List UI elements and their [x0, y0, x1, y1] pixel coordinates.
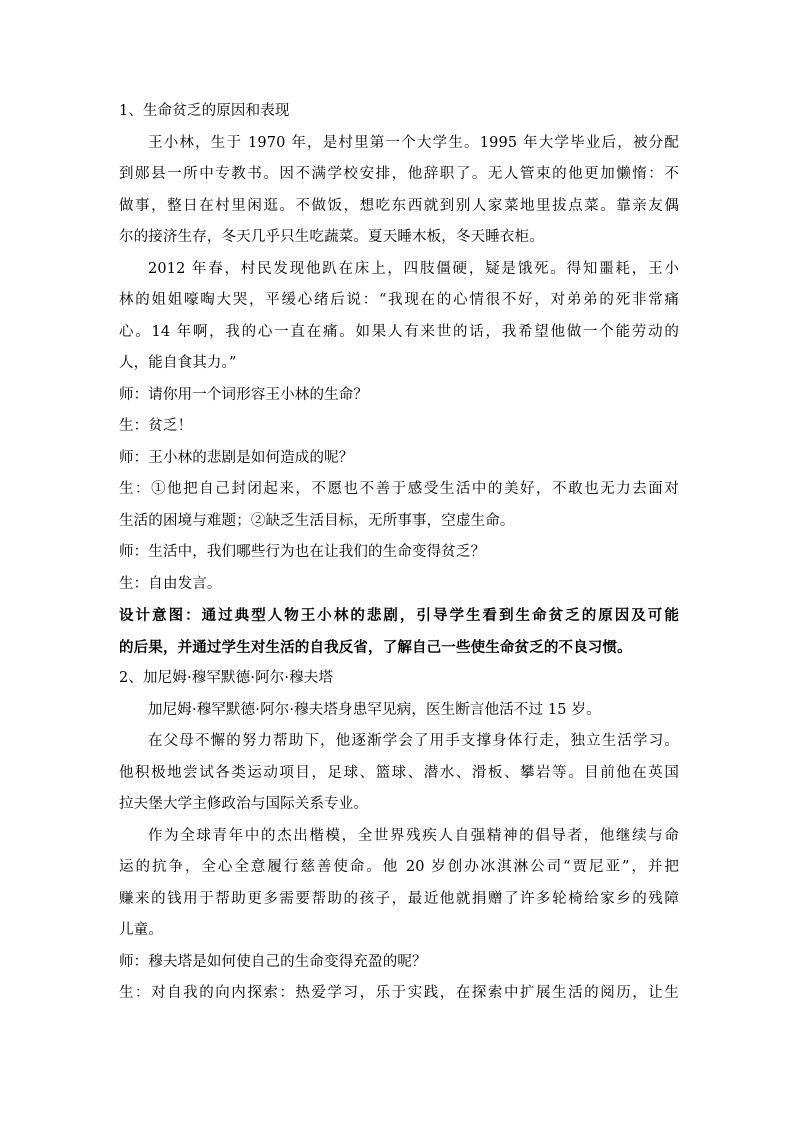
document-body	[119, 96, 679, 1010]
paragraph-line: 赚来的钱用于帮助更多需要帮助的孩子，最近他就捐赠了许多轮椅给家乡的残障	[119, 890, 679, 907]
dialogue-student-continued: 生活的困境与难题；②缺乏生活目标，无所事事，空虚生命。	[119, 512, 515, 529]
paragraph-line: 尔的接济生存，冬天几乎只生吃蔬菜。夏天睡木板，冬天睡衣柜。	[119, 229, 544, 245]
paragraph-line: 王小林，生于 1970 年，是村里第一个大学生。1995 年大学毕业后，被分配	[148, 134, 679, 151]
dialogue-student: 生：贫乏！	[119, 418, 193, 434]
dialogue-teacher: 师：穆夫塔是如何使自己的生命变得充盈的呢？	[119, 953, 427, 970]
paragraph-line: 儿童。	[119, 922, 163, 938]
paragraph-line: 拉夫堡大学主修政治与国际关系专业。	[119, 796, 369, 812]
paragraph-line: 加尼姆·穆罕默德·阿尔·穆夫塔身患罕见病，医生断言他活不过 15 岁。	[148, 701, 601, 718]
paragraph-line: 运的抗争，全心全意履行慈善使命。他 20 岁创办冰淇淋公司“贾尼亚”，并把	[119, 859, 679, 875]
paragraph-line: 作为全球青年中的杰出楷模，全世界残疾人自强精神的倡导者，他继续与命	[148, 827, 679, 844]
section-heading-2: 2、加尼姆·穆罕默德·阿尔·穆夫塔	[119, 670, 334, 686]
paragraph-line: 在父母不懈的努力帮助下，他逐渐学会了用手支撑身体行走，独立生活学习。	[148, 733, 679, 749]
paragraph-line: 心。14 年啊，我的心一直在痛。如果人有来世的话，我希望他做一个能劳动的	[119, 323, 679, 340]
paragraph-line: 2012 年春，村民发现他趴在床上，四肢僵硬，疑是饿死。得知噩耗，王小	[148, 260, 679, 277]
dialogue-teacher: 师：生活中，我们哪些行为也在让我们的生命变得贫乏？	[119, 544, 486, 560]
design-intent-line: 的后果，并通过学生对生活的自我反省，了解自己一些使生命贫乏的不良习惯。	[119, 638, 632, 656]
dialogue-teacher: 师：请你用一个词形容王小林的生命？	[119, 386, 369, 403]
dialogue-teacher: 师：王小林的悲剧是如何造成的呢？	[119, 449, 354, 466]
paragraph-line: 他积极地尝试各类运动项目，足球、篮球、潜水、滑板、攀岩等。目前他在英国	[119, 764, 679, 781]
dialogue-student: 生：①他把自己封闭起来，不愿也不善于感受生活中的美好，不敢也无力去面对	[119, 481, 679, 497]
dialogue-student: 生：自由发言。	[119, 575, 222, 592]
paragraph-line: 林的姐姐嚎啕大哭，平缓心绪后说：“我现在的心情很不好，对弟弟的死非常痛	[119, 292, 679, 308]
section-heading-1: 1、生命贫乏的原因和表现	[119, 103, 290, 119]
design-intent-line: 设计意图：通过典型人物王小林的悲剧，引导学生看到生命贫乏的原因及可能	[119, 607, 679, 624]
paragraph-line: 到郧县一所中专教书。因不满学校安排，他辞职了。无人管束的他更加懒惰：不	[119, 166, 679, 182]
paragraph-line: 人，能自食其力。”	[119, 355, 237, 371]
dialogue-student: 生：对自我的向内探索：热爱学习，乐于实践，在探索中扩展生活的阅历，让生	[119, 985, 679, 1001]
paragraph-line: 做事，整日在村里闲逛。不做饭，想吃东西就到别人家菜地里拔点菜。靠亲友偶	[119, 197, 679, 214]
